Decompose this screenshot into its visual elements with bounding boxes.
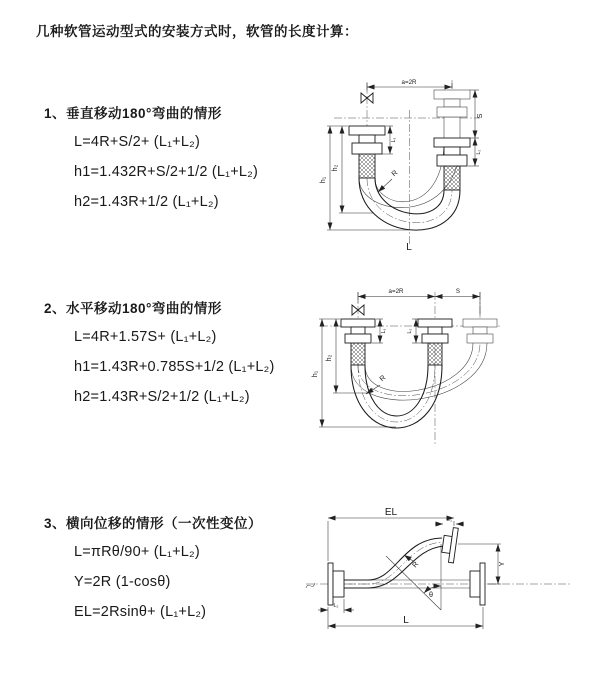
section-2-formula-h1: h1=1.43R+0.785S+1/2 (L₁+L₂) (74, 359, 275, 375)
angle-construction (386, 544, 441, 610)
section-1-formula-h1: h1=1.432R+S/2+1/2 (L₁+L₂) (74, 164, 259, 180)
section-3-formula-el: EL=2Rsinθ+ (L₁+L₂) (74, 604, 207, 620)
dim-label-span: a=2R (401, 79, 417, 86)
flange-left (341, 319, 375, 343)
dim-label-l2: L₂ (333, 603, 339, 609)
dim-label-l2: L₂ (407, 328, 413, 334)
flange-right-lower (434, 138, 470, 166)
braid-left (351, 343, 365, 365)
section-1-formula-h2: h2=1.43R+1/2 (L₁+L₂) (74, 194, 219, 210)
dim-label-h1: h₁ (310, 370, 319, 378)
section-2-formula-h2: h2=1.43R+S/2+1/2 (L₁+L₂) (74, 389, 250, 405)
dim-label-y: Y (497, 561, 506, 567)
hose-phantom-position (351, 343, 487, 400)
dim-label-s: S (455, 288, 461, 295)
dim-label-l: L (403, 615, 409, 626)
flange-right-upper (441, 526, 459, 562)
dim-label-l2: L₂ (476, 149, 482, 155)
section-1-heading: 1、垂直移动180°弯曲的情形 (44, 106, 222, 121)
diagram-horizontal-180-bend (308, 286, 600, 458)
section-2-formula-l: L=4R+1.57S+ (L₁+L₂) (74, 329, 217, 345)
section-2-heading: 2、水平移动180°弯曲的情形 (44, 301, 222, 316)
hose-s-curve (344, 538, 444, 588)
section-2 (44, 297, 275, 412)
dim-label-h2: h₂ (324, 354, 333, 362)
section-3-heading: 3、横向位移的情形（一次性变位） (44, 516, 263, 531)
dim-label-s: S (475, 113, 484, 119)
flange-right-upper (434, 90, 470, 117)
flange-left (328, 563, 344, 605)
braid-right (444, 166, 460, 190)
diagram-vertical-180-bend (312, 76, 597, 256)
dimension-lines (319, 292, 480, 427)
flange-right-lower (470, 563, 485, 605)
flange-left (349, 126, 385, 154)
dim-label-theta: θ (429, 590, 433, 599)
dim-label-r: R (377, 372, 388, 384)
section-1 (44, 102, 258, 217)
dim-label-l: L (406, 242, 412, 253)
dim-label-l1: L₁ (391, 137, 397, 143)
dim-label-l1: L₁ (381, 328, 387, 334)
braid-left (359, 154, 375, 178)
dim-label-l1: L₁ (447, 517, 452, 523)
centerlines (320, 292, 500, 446)
section-1-formula-l: L=4R+S/2+ (L₁+L₂) (74, 134, 200, 150)
section-3-formula-y: Y=2R (1-cosθ) (74, 574, 171, 590)
dim-label-span: a=2R (388, 288, 404, 295)
page-title: 几种软管运动型式的安装方式时，软管的长度计算： (36, 24, 358, 39)
dim-label-h2: h₂ (330, 164, 339, 172)
flange-right-phantom (463, 319, 497, 343)
dim-label-r: R (409, 559, 421, 570)
flange-middle (418, 319, 452, 343)
braid-middle (428, 343, 442, 365)
hose-u-bend (351, 365, 442, 428)
section-3 (44, 512, 262, 627)
diagram-lateral-displacement (298, 506, 600, 646)
dim-label-h1: h₁ (318, 176, 327, 184)
section-3-formula-l: L=πRθ/90+ (L₁+L₂) (74, 544, 200, 560)
dim-label-r: R (389, 167, 400, 179)
dim-label-el: EL (384, 507, 398, 518)
